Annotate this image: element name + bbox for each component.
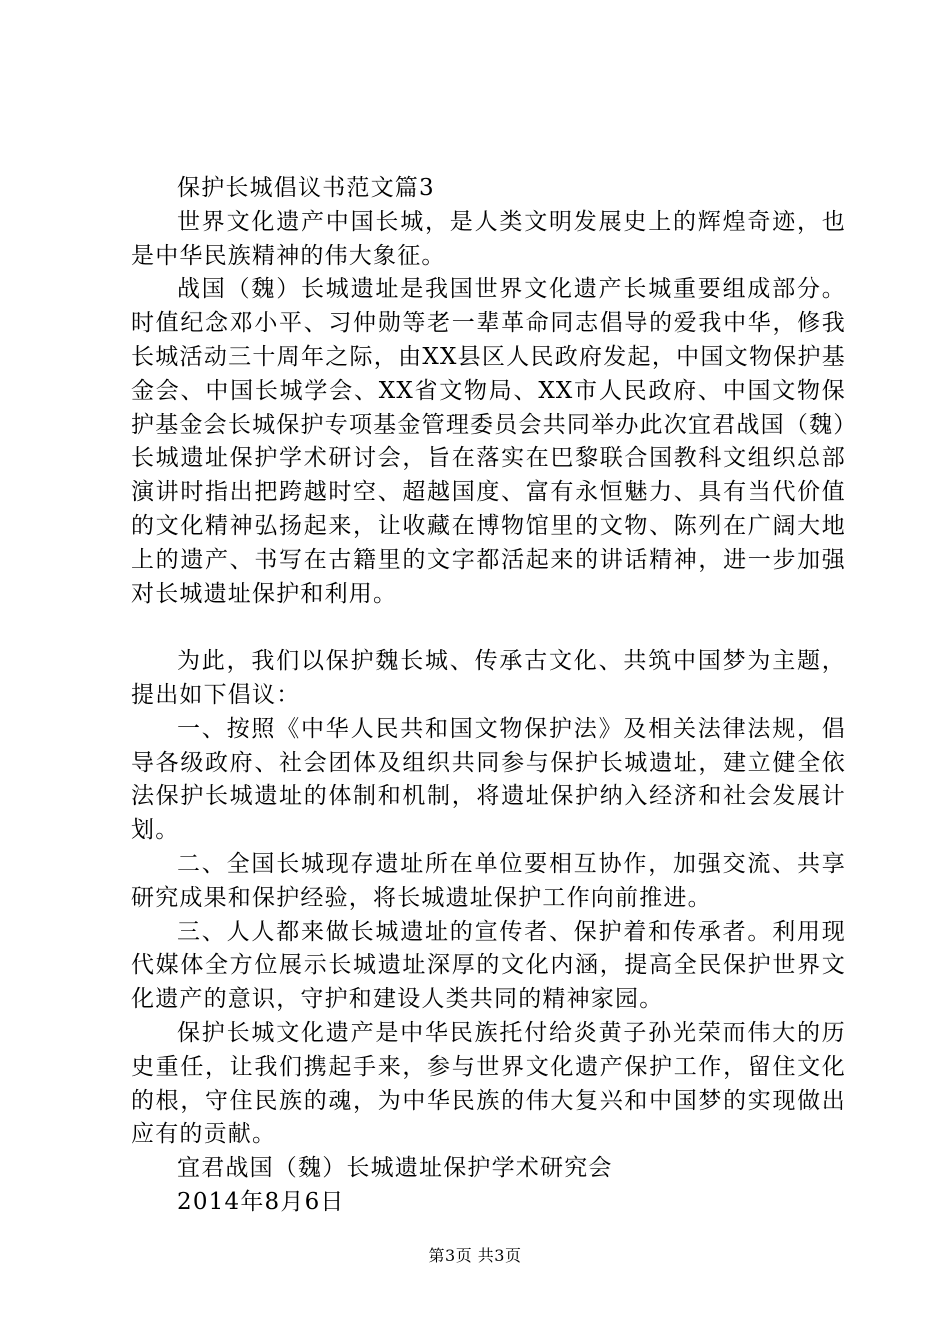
paragraph-item-1: 一、按照《中华人民共和国文物保护法》及相关法律法规，倡导各级政府、社会团体及组织共同参与保护长城遗址，建立健全依法保护长城遗址的体制和机制，将遗址保护纳入经济和社会发展计划。 [131, 715, 846, 844]
document-date: 2014年8月6日 [177, 1188, 345, 1215]
paragraph-item-3: 三、人人都来做长城遗址的宣传者、保护着和传承者。利用现代媒体全方位展示长城遗址深厚的文化内涵，提高全民保护世界文化遗产的意识，守护和建设人类共同的精神家园。 [131, 918, 846, 1013]
paragraph-background: 战国（魏）长城遗址是我国世界文化遗产长城重要组成部分。时值纪念邓小平、习仲勋等老一辈革命同志倡导的爱我中华，修我长城活动三十周年之际，由XX县区人民政府发起，中国文物保护基金会、中国长城学会、XX省文物局、XX市人民政府、中国文物保护基金会长城保护专项基金管理委员会共同举办此次宜君战国（魏）长城遗址保护学术研讨会，旨在落实在巴黎联合国教科文组织总部演讲时指出把跨越时空、超越国度、富有永恒魅力、具有当代价值的文化精神弘扬起来，让收藏在博物馆里的文物、陈列在广阔大地上的遗产、书写在古籍里的文字都活起来的讲话精神，进一步加强对长城遗址保护和利用。 [131, 276, 846, 607]
paragraph-intro: 世界文化遗产中国长城，是人类文明发展史上的辉煌奇迹，也是中华民族精神的伟大象征。 [131, 208, 846, 269]
signature: 宜君战国（魏）长城遗址保护学术研究会 [177, 1155, 613, 1182]
document-body [131, 172, 846, 1220]
paragraph-proposal-lead: 为此，我们以保护魏长城、传承古文化、共筑中国梦为主题，提出如下倡议： [131, 648, 846, 708]
page-number-footer: 第3页 共3页 [428, 1246, 522, 1265]
paragraph-item-2: 二、全国长城现存遗址所在单位要相互协作，加强交流、共享研究成果和保护经验，将长城遗址保护工作向前推进。 [131, 850, 846, 911]
paragraph-closing: 保护长城文化遗产是中华民族托付给炎黄子孙光荣而伟大的历史重任，让我们携起手来，参与世界文化遗产保护工作，留住文化的根，守住民族的魂，为中华民族的伟大复兴和中国梦的实现做出应有的贡献。 [131, 1019, 846, 1148]
document-title: 保护长城倡议书范文篇3 [177, 175, 435, 201]
